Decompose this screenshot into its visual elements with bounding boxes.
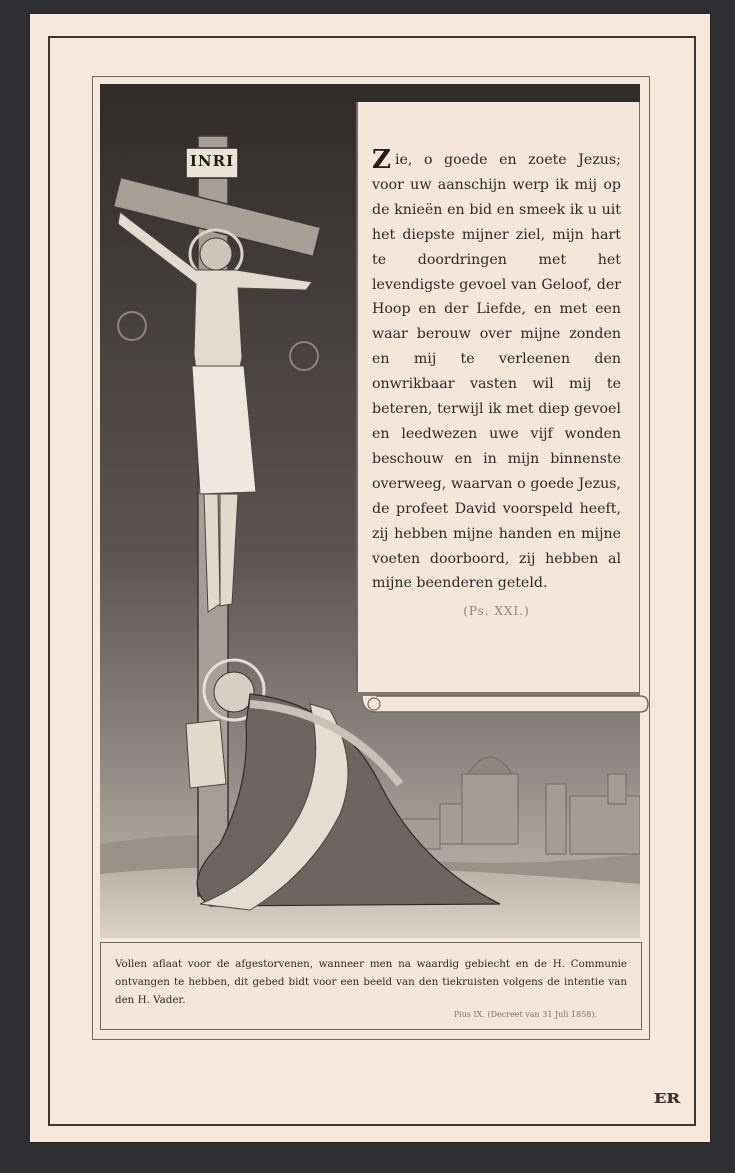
inri-label: INRI <box>189 152 235 170</box>
drop-cap: Z <box>372 145 391 175</box>
scroll-curl <box>360 690 650 716</box>
indulgence-reference: Pius IX. (Decreet van 31 Juli 1858). <box>453 1010 597 1019</box>
prayer-text <box>372 145 621 596</box>
psalm-citation: (Ps. XXI.) <box>463 604 530 619</box>
indulgence-notice <box>100 942 642 1030</box>
publisher-monogram: ᴇʀ <box>654 1084 681 1108</box>
memorial-card <box>30 14 710 1142</box>
prayer-scroll <box>356 102 640 692</box>
prayer-body: ie, o goede en zoete Jezus; voor uw aanschijn werp ik mij op de knieën en bid en smeek ik u uit het diepste mijner ziel, mijn hart te doordringen met het levendigste gevoel van Geloof, der Hoop en der Liefde, en met een waar berouw over mijne zonden en mij te verleenen den onwrikbaar vasten wil mij te beteren, terwijl ik met diep gevoel en leedwezen uwe vijf wonden beschouw en in mijn binnenste overweeg, waarvan o goede Jezus, de profeet David voorspeld heeft, zij hebben mijne handen en mijne voeten doorboord, zij hebben al mijne beenderen geteld. <box>372 152 621 592</box>
indulgence-text: Vollen aflaat voor de afgestorvenen, wanneer men na waardig gebiecht en de H. Communie ontvangen te hebben, dit gebed bidt voor een beeld van den tiekruisten volgens de intentie van den H. Vader. <box>115 958 627 1006</box>
